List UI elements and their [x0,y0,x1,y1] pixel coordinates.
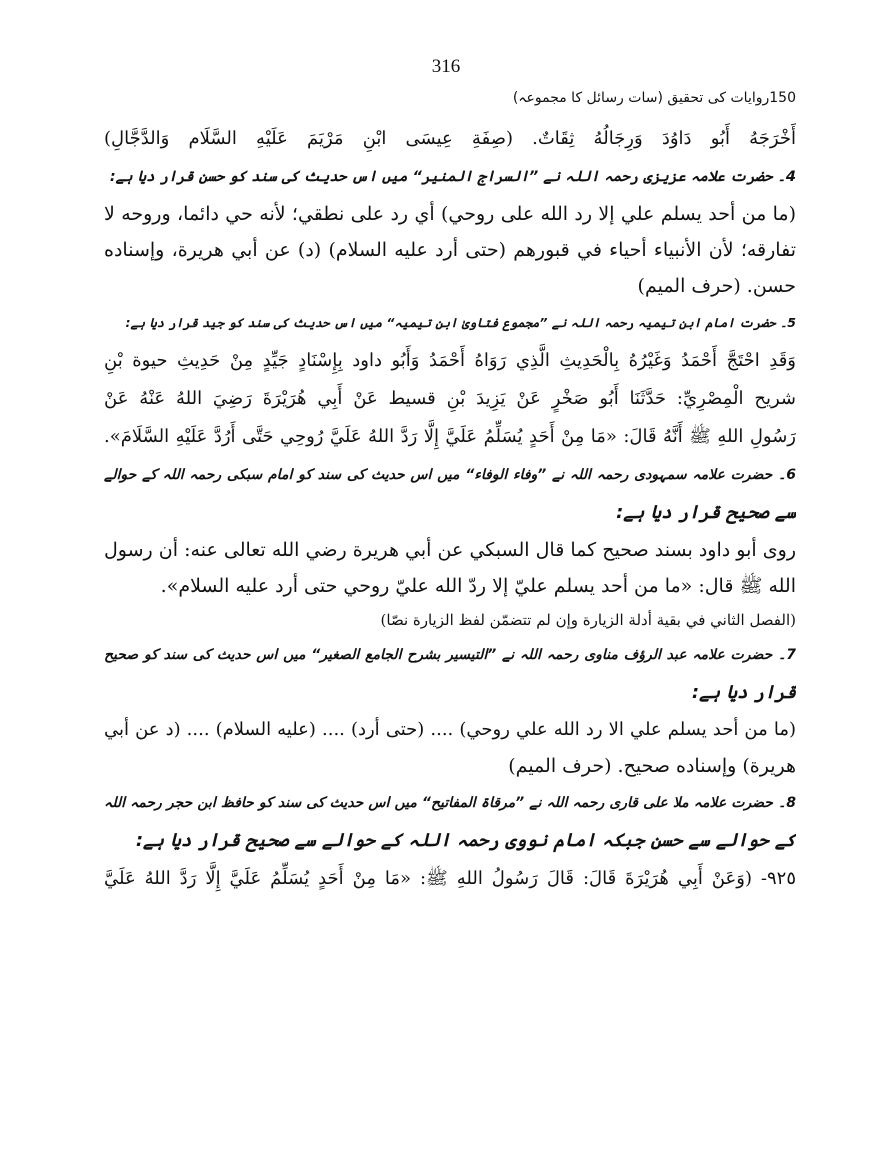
text-line-arabic: وَقَدِ احْتَجَّ أَحْمَدُ وَغَيْرُهُ بِالْحَدِيثِ الَّذِي رَوَاهُ أَحْمَدُ وَأَبُو داود بِإِسْنَادٍ جَيِّدٍ مِنْ حَدِيثِ حيوة بْنِ [104,350,796,371]
text-line-arabic: تفارقه؛ لأن الأنبياء أحياء في قبورهم (حتى أرد عليه السلام) (د) عن أبي هريرة، وإسناده [104,239,796,261]
text-line-arabic: (ما من أحد يسلم علي الا رد الله علي روحي) .... (حتى أرد) .... (عليه السلام) .... (د عن أبي [104,719,796,740]
hadith-line: ٩٢٥- (وَعَنْ أَبِي هُرَيْرَةَ قَالَ: قَالَ رَسُولُ اللهِ ﷺ: «مَا مِنْ أَحَدٍ يُسَلِّمُ عَلَيَّ إِلَّا رَدَّ اللهُ عَلَيَّ [104,868,796,889]
section-heading-7: 7۔ حضرت علامہ عبد الرؤف مناوی رحمہ اللہ نے ”التیسیر بشرح الجامع الصغیر“ میں اس حدیث کی سند کو صحیح [104,647,796,663]
source-reference: (الفصل الثاني في بقية أدلة الزيارة وإن لم تتضمّن لفظ الزيارة نصّا) [380,611,796,629]
text-line-arabic: حسن. (حرف الميم) [637,275,796,297]
section-heading-5: 5۔ حضرت امام ابن تیمیہ رحمہ اللہ نے ”مجموع فتاویٰ ابن تیمیہ“ میں اس حدیث کی سند کو جید قرار دیا ہے: [125,315,796,330]
page-number: 316 [431,56,461,77]
page-body [104,120,796,898]
section-heading-6: 6۔ حضرت علامہ سمہودی رحمہ اللہ نے ”وفاء الوفاء“ میں اس حدیث کی سند کو امام سبکی رحمہ اللہ کے حوالے [104,467,796,483]
section-heading-4: 4۔ حضرت علامہ عزیزی رحمہ اللہ نے ”السراج المنیر“ میں اس حدیث کی سند کو حسن قرار دیا ہے: [109,169,796,185]
text-line-arabic: شريح الْمِصْرِيِّ: حَدَّثَنَا أَبُو صَخْرٍ عَنْ يَزِيدَ بْنِ قسيط عَنْ أَبِي هُرَيْرَةَ رَضِيَ اللهُ عَنْهُ عَنْ [104,388,796,409]
section-heading-6-cont: سے صحیح قرار دیا ہے: [616,502,796,523]
text-line-arabic: (ما من أحد يسلم علي إلا رد الله على روحي) أي رد على نطقي؛ لأنه حي دائما، وروحه لا [104,203,796,225]
running-head: 150روایات کی تحقیق (سات رسائل کا مجموعہ) [512,90,796,106]
section-heading-7-cont: قرار دیا ہے: [691,682,796,703]
text-line-arabic: رَسُولِ اللهِ ﷺ أَنَّهُ قَالَ: «مَا مِنْ أَحَدٍ يُسَلِّمُ عَلَيَّ إِلَّا رَدَّ اللهُ عَلَيَّ رُوحِي حَتَّى أَرُدَّ عَلَيْهِ السَّلَامَ». [104,426,796,447]
text-line-arabic: الله ﷺ قال: «ما من أحد يسلم عليّ إلا ردّ الله عليّ روحي حتى أرد عليه السلام». [160,575,796,597]
section-heading-8: 8۔ حضرت علامہ ملا علی قاری رحمہ اللہ نے ”مرقاۃ المفاتیح“ میں اس حدیث کی سند کو حافظ ابن حجر رحمہ اللہ [104,795,796,811]
section-heading-8-cont: کے حوالے سے حسن جبکہ امام نووی رحمہ اللہ کے حوالے سے صحیح قرار دیا ہے: [135,830,796,851]
text-line-arabic: روى أبو داود بسند صحيح كما قال السبكي عن أبي هريرة رضي الله تعالى عنه: أن رسول [104,539,796,561]
text-line-arabic: أَخْرَجَهُ أَبُو دَاوُدَ وَرِجَالُهُ ثِقَاتٌ. (صِفَةِ عِيسَى ابْنِ مَرْيَمَ عَلَيْهِ السَّلَام وَالدَّجَّالِ) [104,128,796,149]
text-line-arabic: هريرة) وإسناده صحيح. (حرف الميم) [508,755,796,777]
